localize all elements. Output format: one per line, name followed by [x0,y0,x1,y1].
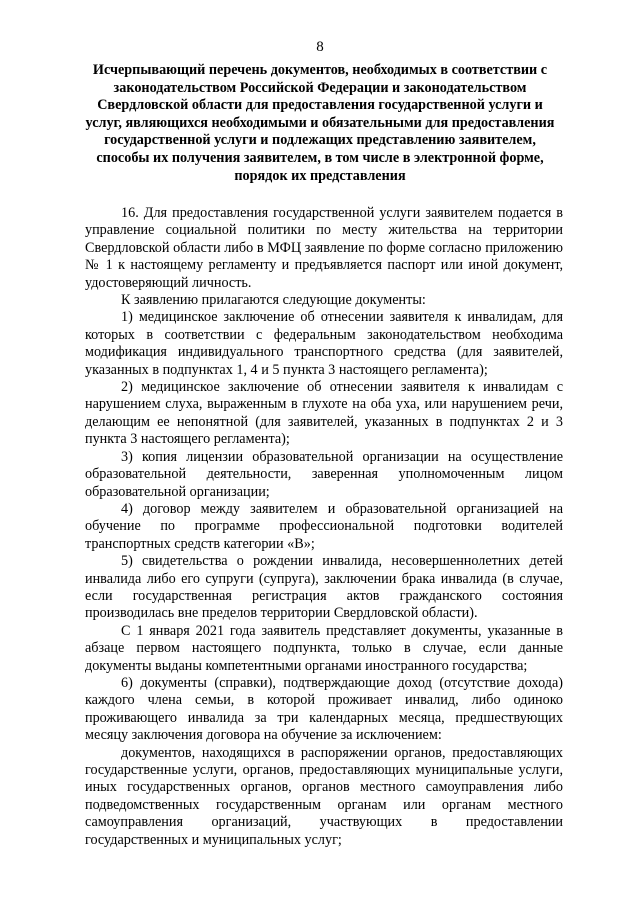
paragraph-16: 16. Для предоставления государственной услуги заявителем подается в управление социальной политики по месту жительства на территории Свердловской области либо в МФЦ заявление по форме согласно приложению № 1 к настоящему регламенту и предъявляется паспорт или иной документ, удостоверяющий личность. [85,205,563,291]
list-item-3: 3) копия лицензии образовательной организации на осуществление образовательной деятельности, заверенная уполномоченным лицом образовательной организации; [85,448,563,500]
document-body [85,205,563,849]
paragraph-attachments-intro: К заявлению прилагаются следующие документы: [121,292,426,309]
list-item-6: 6) документы (справки), подтверждающие доход (отсутствие дохода) каждого члена семьи, в которой проживает инвалид, либо одиноко проживающего инвалида за три календарных месяца, предшествующих месяцу заключения договора на обучение за исключением: [85,674,563,744]
paragraph-2021-note: С 1 января 2021 года заявитель представляет документы, указанные в абзаце первом настоящего подпункта, только в случае, если данные документы выданы компетентными органами иностранного государства; [85,622,563,674]
section-heading: Исчерпывающий перечень документов, необходимых в соответствии с законодательством Российской Федерации и законодательством Свердловской области для предоставления государственной услуги и услуг, являющихся необходимыми и обязательными для предоставления государственной услуги и подлежащих представлению заявителем, способы их получения заявителем, в том числе в электронной форме, порядок их представления [85,62,555,184]
list-item-1: 1) медицинское заключение об отнесении заявителя к инвалидам, для которых в соответствии с федеральным законодательством необходима модификация индивидуального транспортного средства (для заявителей, указанных в подпунктах 1, 4 и 5 пункта 3 настоящего регламента); [85,309,563,378]
page-number: 8 [316,39,324,55]
paragraph-exceptions: документов, находящихся в распоряжении органов, предоставляющих государственные услуги, органов, предоставляющих муниципальные услуги, иных государственных органов, органов местного самоуправления либо подведомственных государственным органам или органам местного самоуправления организаций, участвующих в предоставлении государственных и муниципальных услуг; [85,744,563,848]
list-item-5: 5) свидетельства о рождении инвалида, несовершеннолетних детей инвалида либо его супруги (супруга), заключении брака инвалида (в случае, если государственная регистрация актов гражданского состояния производилась вне пределов территории Свердловской области). [85,553,563,622]
list-item-2: 2) медицинское заключение об отнесении заявителя к инвалидам с нарушением слуха, выраженным в глухоте на оба уха, или нарушением речи, делающим ее непонятной (для заявителей, указанных в подпунктах 2 и 3 пункта 3 настоящего регламента); [85,379,563,448]
list-item-4: 4) договор между заявителем и образовательной организацией на обучение по программе профессиональной подготовки водителей транспортных средств категории «B»; [85,500,563,552]
